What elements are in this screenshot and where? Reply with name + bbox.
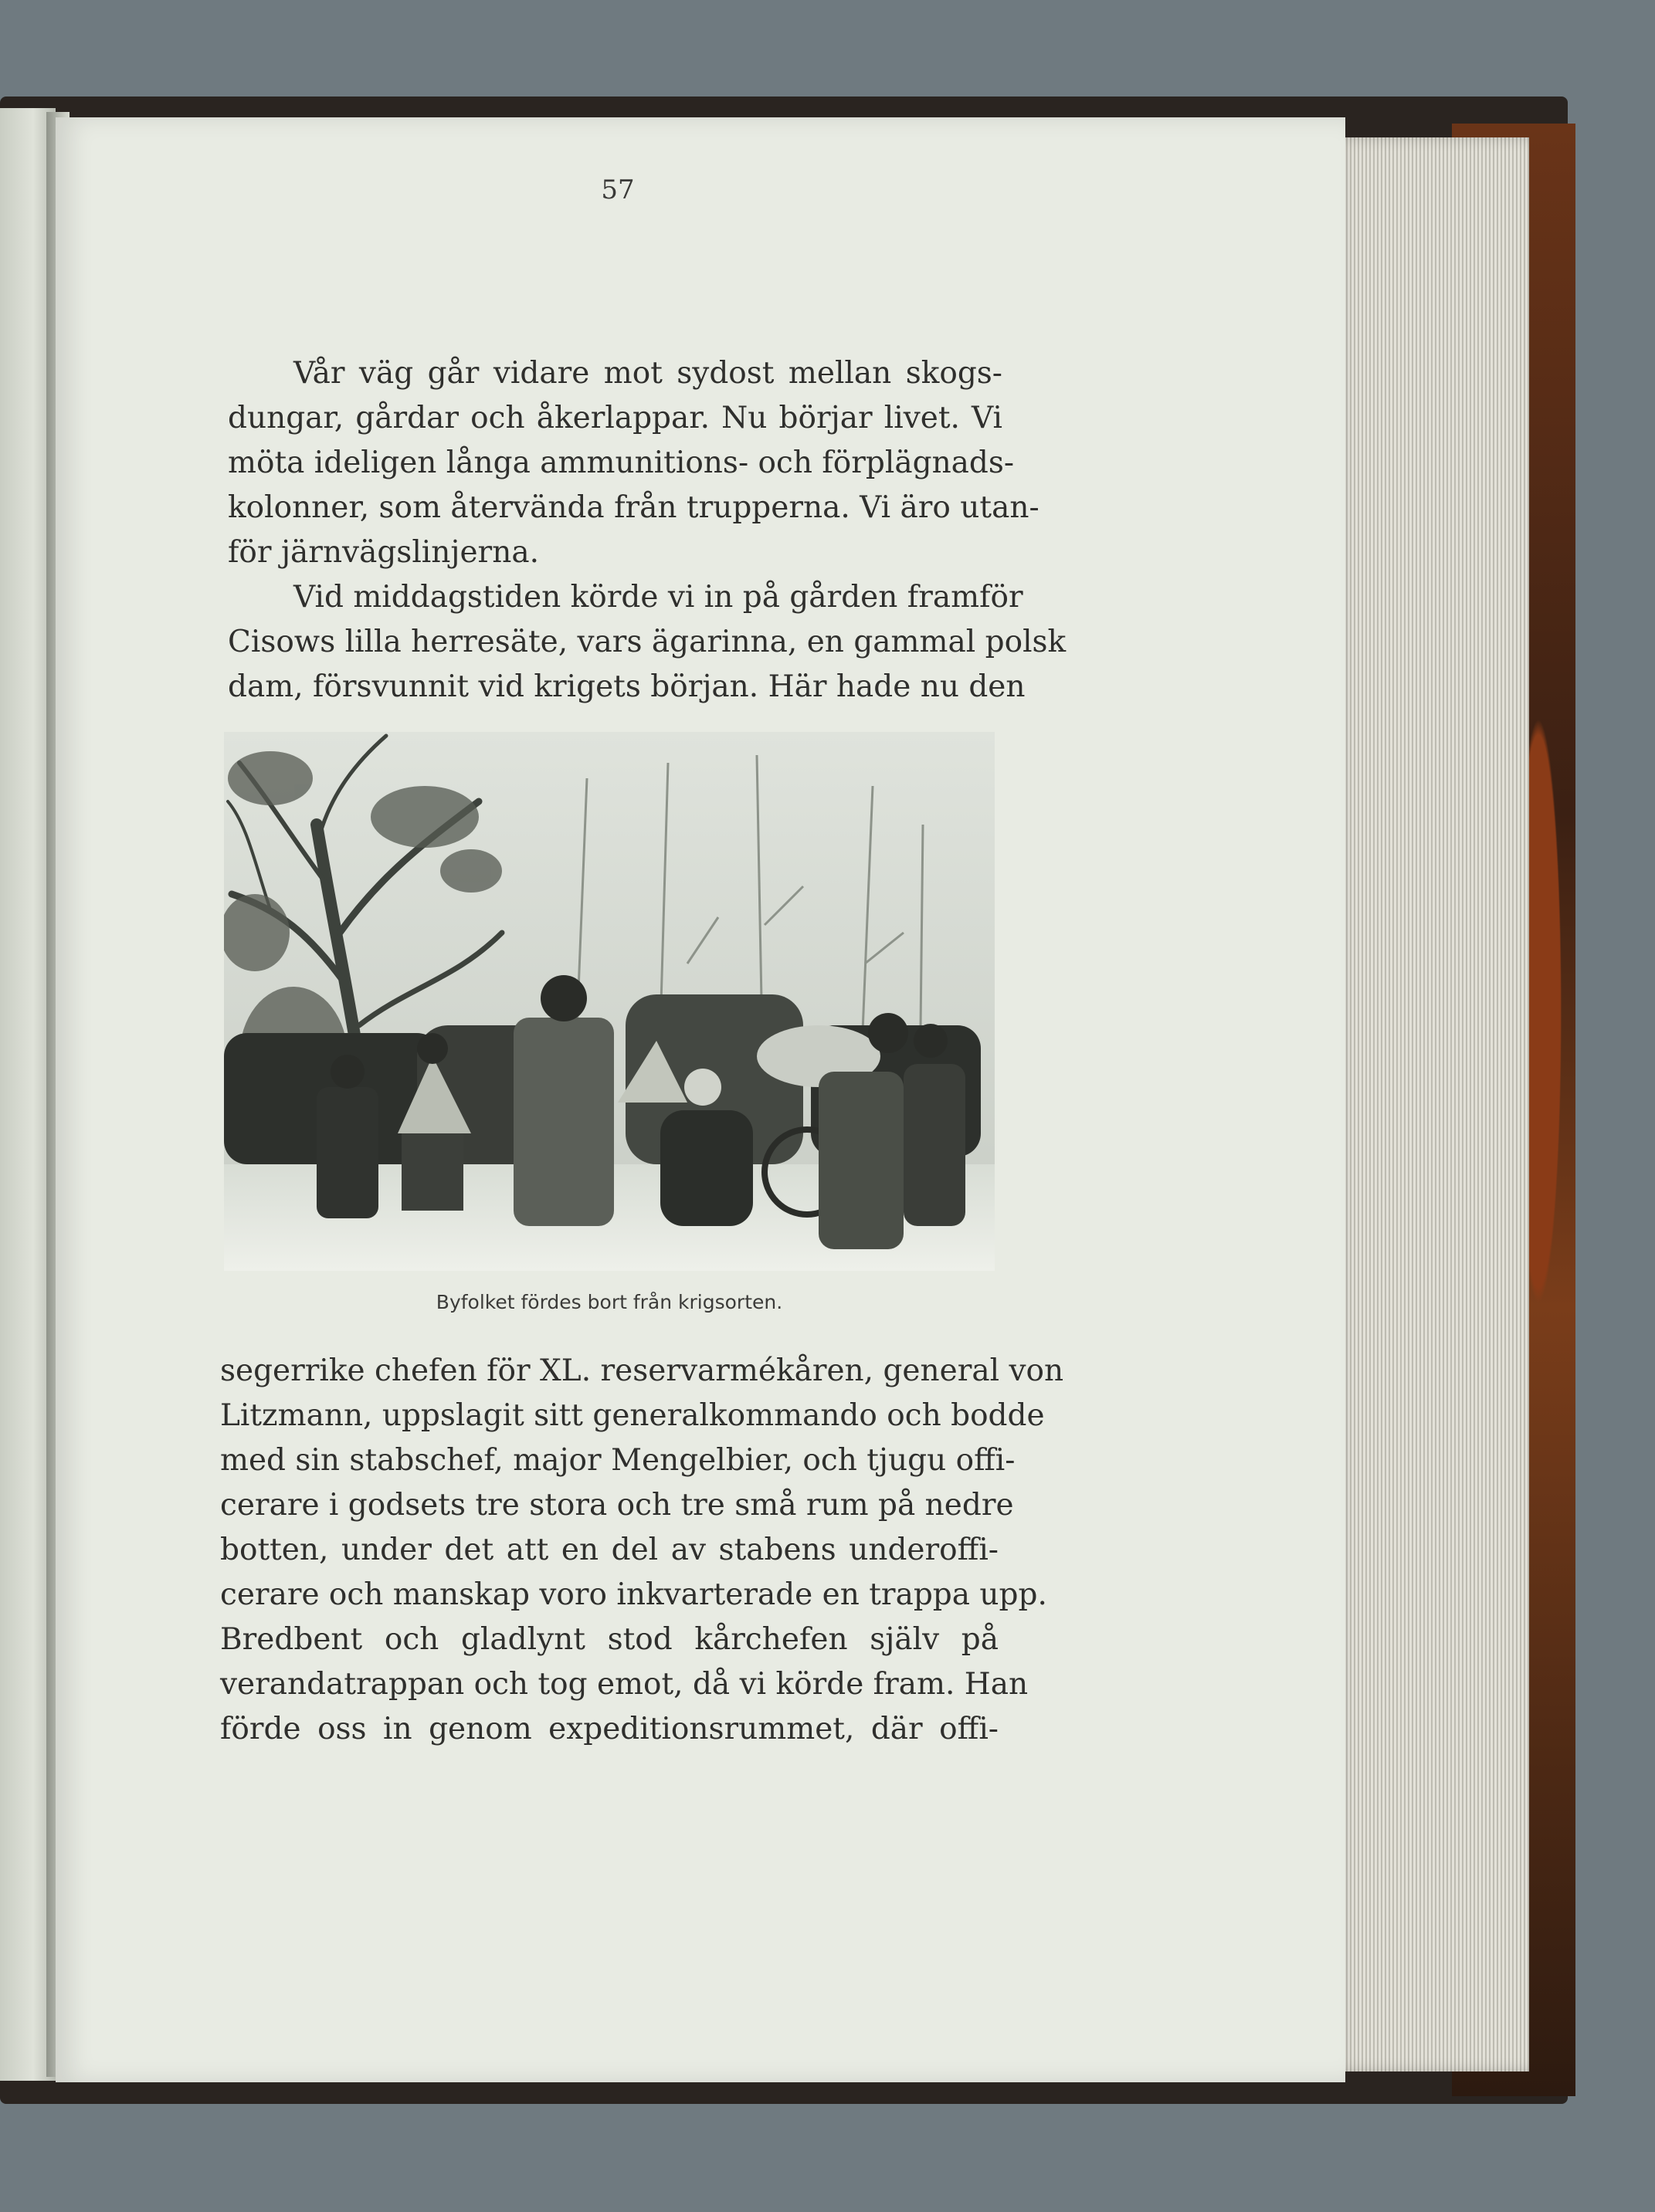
text-line: dam, försvunnit vid krigets början. Här hade nu den (228, 669, 1026, 704)
text-line: med sin stabschef, major Mengelbier, och tjugu offi- (220, 1443, 1016, 1478)
photo-illustration (224, 732, 995, 1271)
page-number: 57 (601, 174, 635, 205)
text-line: för järnvägslinjerna. (228, 535, 539, 570)
text-line: botten, under det att en del av stabens underoffi- (220, 1533, 999, 1567)
text-line: Bredbent och gladlynt stod kårchefen själv på (220, 1622, 999, 1657)
text-line: Cisows lilla herresäte, vars ägarinna, en gammal polsk (228, 625, 1067, 659)
text-line: cerare i godsets tre stora och tre små rum på nedre (220, 1488, 1014, 1523)
text-line: cerare och manskap voro inkvarterade en trappa upp. (220, 1577, 1047, 1612)
page-block-edges (1332, 137, 1529, 2071)
paragraph-1 (228, 351, 1039, 575)
text-line: förde oss in genom expeditionsrummet, där offi- (220, 1712, 999, 1746)
photo-caption: Byfolket fördes bort från krigsorten. (436, 1291, 783, 1313)
text-line: segerrike chefen för XL. reservarmékåren, general von (220, 1353, 1064, 1388)
paragraph-2 (228, 575, 1067, 710)
text-line: Vid middagstiden körde vi in på gården framför (293, 580, 1023, 615)
text-line: dungar, gårdar och åkerlappar. Nu börjar livet. Vi (228, 401, 1002, 435)
text-line: kolonner, som återvända från trupperna. Vi äro utan- (228, 490, 1039, 525)
halftone-photograph (224, 732, 995, 1271)
text-line: verandatrappan och tog emot, då vi körde fram. Han (220, 1667, 1029, 1702)
text-line: Litzmann, uppslagit sitt generalkommando och bodde (220, 1398, 1045, 1433)
text-line: Vår väg går vidare mot sydost mellan skogs- (293, 356, 1002, 391)
text-line: möta ideligen långa ammunitions- och förplägnads- (228, 445, 1015, 480)
paragraph-3 (220, 1349, 1064, 1752)
